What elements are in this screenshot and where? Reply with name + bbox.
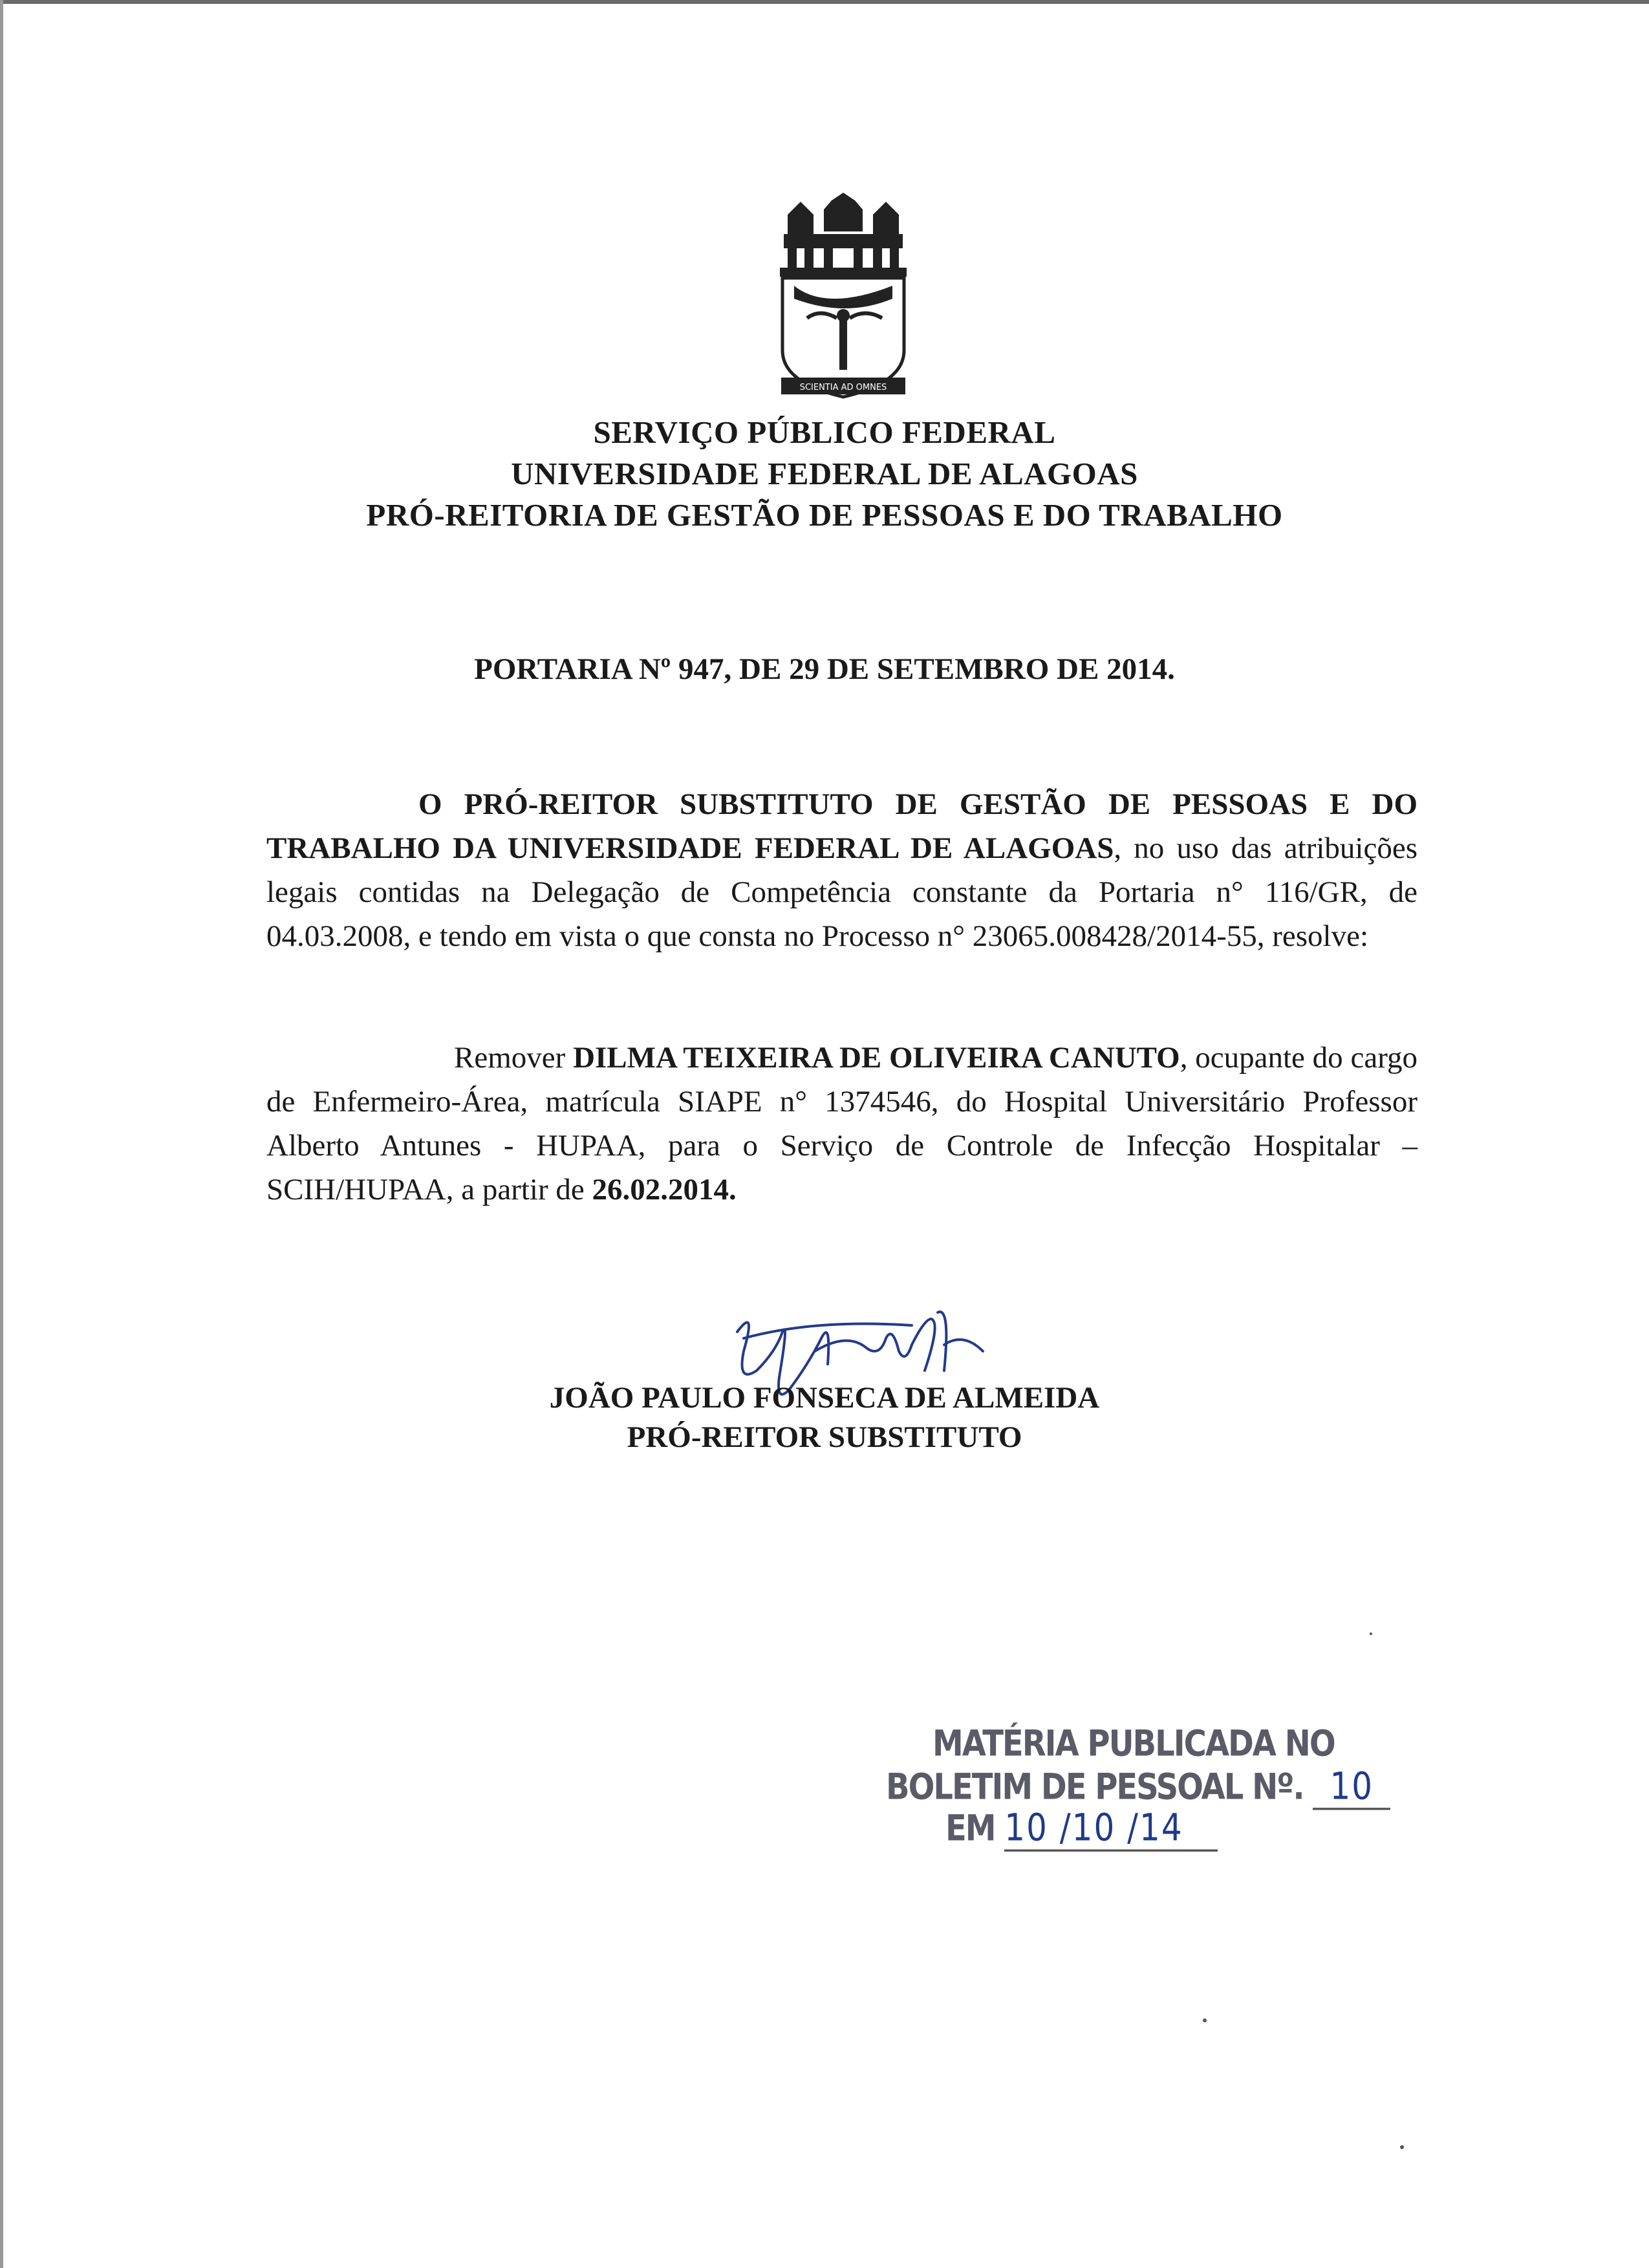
paragraph-resolution: [266, 1036, 1417, 1212]
header-line-2: UNIVERSIDADE FEDERAL DE ALAGOAS: [511, 456, 1138, 491]
crest-motto: SCIENTIA AD OMNES: [799, 383, 887, 392]
resolution-text: , ocupante do cargo de Enfermeiro-Área, matrícula SIAPE n° 1374546, do Hospital Universitário Professor Alberto Antunes - HUPAA, para o Serviço de Controle de Infecção Hospitalar – SCIH/HUPAA, a partir de: [266, 1041, 1417, 1206]
paragraph-preamble: [266, 782, 1417, 958]
scan-speck: [1203, 2018, 1207, 2022]
signatory-name: JOÃO PAULO FONSECA DE ALMEIDA: [549, 1381, 1100, 1415]
stamp-line-1: MATÉRIA PUBLICADA NO: [932, 1723, 1335, 1765]
stamp-date-value: 10 /10 /14: [1004, 1806, 1183, 1850]
stamp-line-2: [886, 1764, 1390, 1810]
authority-name: O PRÓ-REITOR SUBSTITUTO DE GESTÃO DE PESSOAS E DO TRABALHO DA UNIVERSIDADE FEDERAL DE ALAGOAS: [266, 787, 1417, 865]
scan-edge-left: [0, 0, 3, 2268]
stamp-bulletin-label: BOLETIM DE PESSOAL Nº.: [886, 1766, 1304, 1808]
stamp-date-underline: [1004, 1806, 1218, 1852]
scan-speck: [1400, 2145, 1404, 2149]
effective-date: 26.02.2014.: [592, 1173, 737, 1206]
header-line-1: SERVIÇO PÚBLICO FEDERAL: [593, 414, 1056, 450]
stamp-bulletin-number: 10: [1330, 1764, 1374, 1808]
signatory-role: PRÓ-REITOR SUBSTITUTO: [627, 1420, 1022, 1454]
stamp-date-label: EM: [945, 1808, 995, 1850]
resolution-lead: Remover: [454, 1041, 574, 1075]
stamp-bulletin-underline: [1313, 1764, 1390, 1810]
header-line-3: PRÓ-REITORIA DE GESTÃO DE PESSOAS E DO TRABALHO: [366, 497, 1283, 533]
employee-name: DILMA TEIXEIRA DE OLIVEIRA CANUTO: [573, 1041, 1180, 1075]
scan-edge-top: [0, 0, 1649, 4]
scan-speck: [1370, 1632, 1372, 1635]
preamble-text: , no uso das atribuições legais contidas na Delegação de Competência constante da Portaria n° 116/GR, de 04.03.2008, e tendo em vista o que consta no Processo n° 23065.008428/2014-55, resolve:: [266, 831, 1418, 953]
stamp-line-3: [945, 1806, 1218, 1852]
university-crest-icon: [775, 189, 912, 406]
document-title: PORTARIA Nº 947, DE 29 DE SETEMBRO DE 2014.: [474, 652, 1175, 686]
